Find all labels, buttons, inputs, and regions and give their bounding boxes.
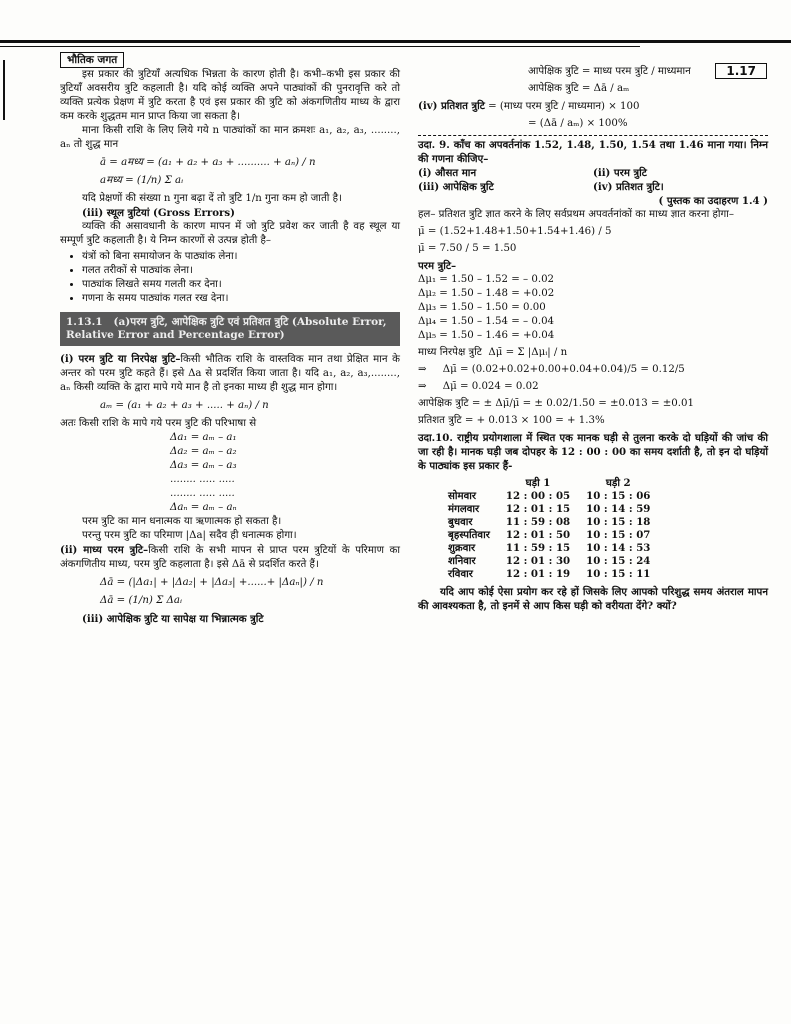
eq-percent-result: प्रतिशत त्रुटि = + 0.013 × 100 = + 1.3% [418,415,605,426]
page-number: 1.17 [715,63,767,79]
clock-table [448,477,666,581]
para-random-errors: इस प्रकार की त्रुटियाँ अत्यधिक भिन्नता के कारण होती है। कभी–कभी इस प्रकार की त्रुटियाँ अवसरीय त्रुटि कहलाती है। यदि कोई व्यक्ति अपने पाठ्यांकों की पुनरावृत्ति करे तो व्यक्ति प्रत्येक प्रेक्षण में त्रुटि करता है एवं इस प्रकार की त्रुटि को अंकगणितीय माध्य के द्वारा कम करके शुद्धतम मान प्राप्त किया जा सकता है। [60,69,400,122]
list-item: • यंत्रों को बिना समायोजन के पाठ्यांक लेना। [82,250,400,264]
delta-line: Δaₙ = aₘ – aₙ [170,502,237,513]
table-cell: बुधवार [448,516,473,528]
list-item: • गलत तरीकों से पाठ्यांक लेना। [82,264,400,278]
table-cell: रविवार [448,568,473,580]
para-absolute-error: किसी भौतिक राशि के वास्तविक मान तथा प्रेक्षित मान के अन्तर को परम त्रुटि कहते हैं। इसे Δa से प्रदर्शित किया जाता है। यदि a₁, a₂, a₃,........, aₙ किसी व्यक्ति के द्वारा मापे गये मान है तो इनका माध्य ही शुद्ध मान होगा। [60,354,400,393]
eq-relative-2: आपेक्षिक त्रुटि = Δā / aₘ [528,83,630,94]
eq-relative-result: आपेक्षिक त्रुटि = ± Δμ̄/μ̄ = ± 0.02/1.50 = ±0.013 = ±0.01 [418,398,694,409]
table-cell: शुक्रवार [448,542,476,554]
eq-calc-1: ⇒ Δμ̄ = (0.02+0.02+0.00+0.04+0.04)/5 = 0.12/5 [418,364,685,375]
dmu-line: Δμ₅ = 1.50 – 1.46 = +0.04 [418,330,555,341]
delta-line: ........ ..... ..... [170,474,235,485]
absolute-error-label: परम त्रुटि– [418,260,457,272]
table-cell: 12 : 01 : 50 [505,529,571,541]
top-rule [0,40,791,43]
delta-line: Δa₃ = aₘ – a₃ [170,460,237,471]
top-rule-thin [0,46,640,47]
eq-mean-abs: Δā = (|Δa₁| + |Δa₂| + |Δa₃| +......+ |Δaₙ|) / n [100,577,324,588]
chapter-label: भौतिक जगत [60,52,124,68]
absolute-error-term: (i) परम त्रुटि या निरपेक्ष त्रुटि– [60,353,181,365]
table-cell: 11 : 59 : 08 [505,516,571,528]
book-reference: ( पुस्तक का उदाहरण 1.4 ) [658,195,768,207]
table-cell: शनिवार [448,555,476,567]
option: (iv) प्रतिशत त्रुटि। [593,181,664,193]
delta-list [170,431,400,515]
para-sign: परम त्रुटि का मान धनात्मक या ऋणात्मक हो सकता है। [82,516,282,527]
section-title: (a)परम त्रुटि, आपेक्षिक त्रुटि एवं प्रतिशत त्रुटि (Absolute Error, Relative Error and Percentage Error) [66,316,387,341]
table-cell: बृहस्पतिवार [448,529,490,541]
para-mean-abs: किसी राशि के सभी मापन से प्राप्त परम त्रुटियों के परिमाण का अंकगणितीय माध्य, परम त्रुटि कहलाता है। इसे Δā से प्रदर्शित करते हैं। [60,545,400,570]
para-gross: व्यक्ति की असावधानी के कारण मापन में जो त्रुटि प्रवेश कर जाती है वह स्थूल या सम्पूर्ण त्रुटि कहलाती है। ये निम्न कारणों से उत्पन्न होती है– [60,221,400,246]
table-cell: 10 : 15 : 18 [586,516,651,528]
left-column [60,52,400,626]
table-row [448,568,666,581]
margin-mark [3,60,5,120]
heading-relative-error: (iii) आपेक्षिक त्रुटि या सापेक्ष या भिन्नात्मक त्रुटि [82,613,264,625]
table-cell: 12 : 00 : 05 [505,490,571,502]
para-n-times: यदि प्रेक्षणों की संख्या n गुना बढ़ा दें तो त्रुटि 1/n गुना कम हो जाती है। [82,193,342,204]
dmu-line: Δμ₄ = 1.50 – 1.54 = – 0.04 [418,316,555,327]
table-cell: 10 : 15 : 24 [586,555,651,567]
gross-causes-list [82,250,400,306]
section-number: 1.13.1 [66,316,103,328]
percent-term: (iv) प्रतिशत त्रुटि [418,100,485,112]
table-cell: 11 : 59 : 15 [505,542,571,554]
heading-gross-errors: (iii) स्थूल त्रुटियां (Gross Errors) [82,207,235,219]
table-cell: सोमवार [448,490,477,502]
example-9: उदा. 9. काँच का अपवर्तनांक 1.52, 1.48, 1.50, 1.54 तथा 1.46 माना गया। निम्न की गणना कीजिए– [418,139,768,165]
table-cell: 12 : 01 : 19 [505,568,571,580]
table-cell: मंगलवार [448,503,480,515]
dmu-list [418,273,768,343]
eq-calc-2: ⇒ Δμ̄ = 0.024 = 0.02 [418,381,539,392]
option: (ii) परम त्रुटि [593,167,647,179]
table-cell: 12 : 01 : 15 [505,503,571,515]
delta-line: ........ ..... ..... [170,488,235,499]
delta-line: Δa₁ = aₘ – a₁ [170,432,237,443]
table-cell: 10 : 15 : 07 [586,529,651,541]
eq-am: aₘ = (a₁ + a₂ + a₃ + ..... + aₙ) / n [100,400,269,411]
eq-mean-abs-mu: माध्य निरपेक्ष त्रुटि Δμ̄ = Σ |Δμᵢ| / n [418,347,568,358]
option: (i) औसत मान [418,167,477,179]
para-magnitude: परन्तु परम त्रुटि का परिमाण |Δa| सदैव ही धनात्मक होगा। [82,530,297,541]
para-definition: अतः किसी राशि के मापे गये परम त्रुटि की परिभाषा से [60,418,257,429]
mean-abs-term: (ii) माध्य परम त्रुटि– [60,544,149,556]
delta-line: Δa₂ = aₘ – a₂ [170,446,237,457]
eq-mu-value: μ̄ = 7.50 / 5 = 1.50 [418,243,517,254]
para-readings: माना किसी राशि के लिए लिये गये n पाठ्यांकों का मान क्रमशः a₁, a₂, a₃, ........, aₙ तो शुद्ध मान [60,125,400,150]
table-row [448,529,666,542]
eq-mean-abs-sum: Δā = (1/n) Σ Δaᵢ [100,595,183,606]
section-heading-box [60,312,400,346]
list-item: • गणना के समय पाठ्यांक गलत रख देना। [82,292,400,306]
example-10-question: यदि आप कोई ऐसा प्रयोग कर रहे हों जिसके लिए आपको परिशुद्ध समय अंतराल मापन की आवश्यकता है, तो इनमें से आप किस घड़ी को वरीयता देंगे? क्यों? [418,586,768,612]
option: (iii) आपेक्षिक त्रुटि [418,181,494,193]
table-row [448,555,666,568]
example-9-options [418,166,768,194]
solution-intro: हल– प्रतिशत त्रुटि ज्ञात करने के लिए सर्वप्रथम अपवर्तनांकों का माध्य ज्ञात करना होगा– [418,209,734,220]
table-header-row [448,477,666,490]
divider [418,135,768,136]
eq-mean-sum: aमध्य = (1/n) Σ aᵢ [100,175,184,186]
table-cell: 10 : 14 : 53 [586,542,651,554]
table-cell: 10 : 15 : 06 [586,490,651,502]
table-row [448,542,666,555]
eq-mean: ā = aमध्य = (a₁ + a₂ + a₃ + .......... + aₙ) / n [100,157,316,168]
table-cell: 12 : 01 : 30 [505,555,571,567]
table-cell: 10 : 15 : 11 [586,568,651,580]
eq-percent-1: = (माध्य परम त्रुटि / माध्यमान) × 100 [484,101,640,112]
dmu-line: Δμ₁ = 1.50 – 1.52 = – 0.02 [418,274,555,285]
dmu-line: Δμ₂ = 1.50 – 1.48 = +0.02 [418,288,555,299]
table-cell: 10 : 14 : 59 [586,503,651,515]
table-cell [448,477,506,490]
eq-mu-sum: μ̄ = (1.52+1.48+1.50+1.54+1.46) / 5 [418,226,612,237]
eq-percent-2: = (Δā / aₘ) × 100% [528,118,628,129]
table-row [448,490,666,503]
table-row [448,503,666,516]
eq-relative-1: आपेक्षिक त्रुटि = माध्य परम त्रुटि / माध्यमान [528,66,691,77]
right-column [418,62,768,613]
dmu-line: Δμ₃ = 1.50 – 1.50 = 0.00 [418,302,546,313]
list-item: • पाठ्यांक लिखते समय गलती कर देना। [82,278,400,292]
example-10: उदा.10. राष्ट्रीय प्रयोगशाला में स्थित एक मानक घड़ी से तुलना करके दो घड़ियों की जांच की जा रही है। मानक घड़ी जब दोपहर के 12 : 00 : 00 का समय दर्शाती है, तो इन दो घड़ियों के पाठ्यांक इस प्रकार हैं- [418,432,768,472]
table-row [448,516,666,529]
table-cell: घड़ी 1 [525,477,551,489]
table-cell: घड़ी 2 [605,477,631,489]
